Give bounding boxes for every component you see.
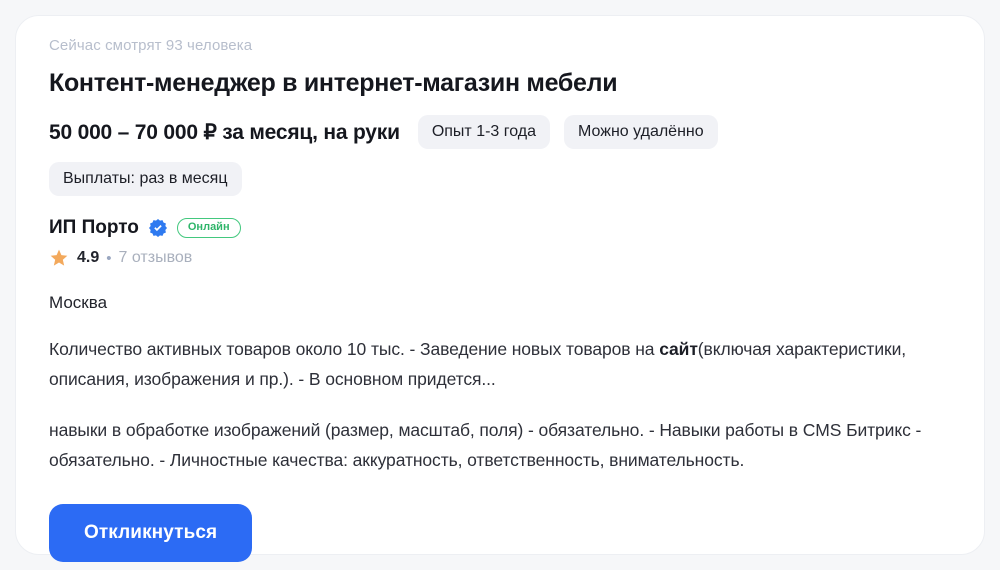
payment-frequency-badge: Выплаты: раз в месяц: [49, 162, 242, 196]
verified-check-icon: [148, 218, 168, 238]
payment-badges-row: [49, 162, 951, 196]
description-paragraph-2: навыки в обработке изображений (размер, масштаб, поля) - обязательно. - Навыки работы в CMS Битрикс - обязательно. - Личностные качества: аккуратность, ответственность, внимательность.: [49, 420, 922, 471]
rating-row[interactable]: [49, 248, 951, 268]
description-p1-before: Количество активных товаров около 10 тыс. - Заведение новых товаров на: [49, 339, 660, 359]
description-paragraph-1: [49, 334, 951, 394]
rating-separator: •: [106, 249, 112, 267]
reviews-count[interactable]: 7 отзывов: [118, 249, 193, 266]
description-p1-after: (включая характеристики, описания, изображения и пр.). - В основном придется...: [49, 339, 907, 390]
viewers-count: Сейчас смотрят 93 человека: [49, 37, 253, 54]
vacancy-title: Контент-менеджер в интернет-магазин мебели: [49, 69, 618, 97]
salary-row: [49, 115, 951, 149]
location-text: Москва: [49, 293, 108, 312]
salary-text: 50 000 – 70 000 ₽ за месяц, на руки: [49, 120, 400, 144]
remote-badge: Можно удалённо: [564, 115, 718, 149]
apply-button[interactable]: Откликнуться: [49, 504, 252, 562]
vacancy-card: [15, 15, 985, 555]
star-icon: [49, 248, 69, 268]
company-row[interactable]: [49, 217, 951, 239]
experience-badge: Опыт 1-3 года: [418, 115, 550, 149]
company-name[interactable]: ИП Порто: [49, 217, 139, 238]
online-status-badge: Онлайн: [177, 218, 241, 238]
description-p1-highlight: сайт: [659, 339, 698, 359]
rating-value: 4.9: [77, 249, 100, 266]
